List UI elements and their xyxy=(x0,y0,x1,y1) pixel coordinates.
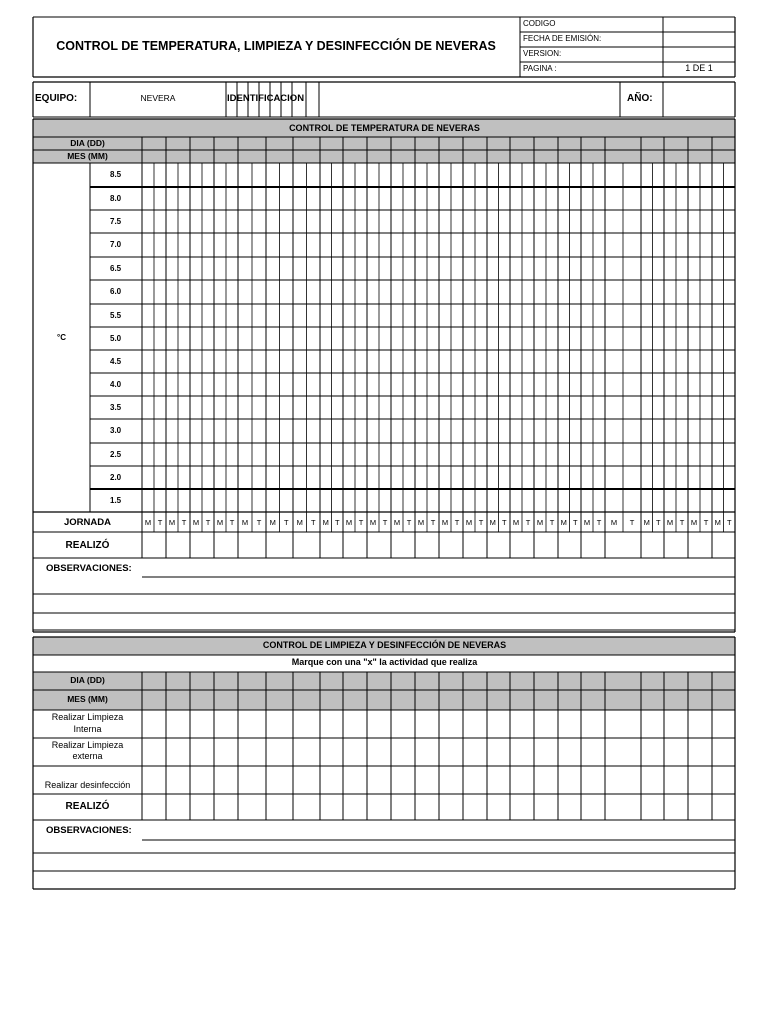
cleaning-instruction: Marque con una "x" la actividad que realiza xyxy=(291,657,478,667)
jornada-shift-mark: T xyxy=(679,518,685,527)
temp-level-label: 6.0 xyxy=(110,287,122,296)
clean-mes-label: MES (MM) xyxy=(67,694,108,704)
ano-label: AÑO: xyxy=(627,93,653,104)
jornada-shift-mark: T xyxy=(334,518,340,527)
activity-interna-line1: Realizar Limpieza xyxy=(51,712,124,722)
activity-desinfeccion-line1: Realizar desinfección xyxy=(44,780,131,790)
jornada-shift-mark: M xyxy=(489,518,496,527)
jornada-shift-mark: M xyxy=(269,518,276,527)
jornada-shift-mark: M xyxy=(465,518,473,527)
jornada-shift-mark: M xyxy=(666,518,674,527)
jornada-shift-mark: M xyxy=(192,518,200,527)
meta-pagina-value: 1 DE 1 xyxy=(685,63,713,73)
meta-codigo-label: CODIGO xyxy=(523,19,556,28)
jornada-shift-mark: M xyxy=(560,518,567,527)
jornada-shift-mark: M xyxy=(296,518,303,527)
jornada-shift-mark: T xyxy=(430,518,436,527)
temp-level-label: 8.0 xyxy=(110,193,122,203)
temp-level-label: 5.5 xyxy=(110,310,122,320)
jornada-shift-mark: M xyxy=(643,518,650,527)
temp-level-label: 4.5 xyxy=(110,356,122,366)
clean-observaciones-label: OBSERVACIONES: xyxy=(46,825,132,836)
meta-version-label: VERSION: xyxy=(523,49,562,58)
jornada-shift-mark: T xyxy=(229,518,235,527)
identificacion-label: IDENTIFICACION xyxy=(227,93,305,104)
temp-realizo-label: REALIZÓ xyxy=(65,540,110,551)
temp-mes-label: MES (MM) xyxy=(67,151,108,161)
jornada-shift-mark: T xyxy=(549,518,555,527)
activity-interna-line2: Interna xyxy=(73,724,102,734)
temp-level-label: 6.5 xyxy=(110,263,122,273)
jornada-shift-mark: T xyxy=(703,518,709,527)
jornada-shift-mark: T xyxy=(501,518,507,527)
temp-level-label: 3.5 xyxy=(110,402,122,412)
temp-level-label: 7.0 xyxy=(110,240,122,249)
temp-level-label: 1.5 xyxy=(110,495,122,505)
jornada-shift-mark: T xyxy=(454,518,460,527)
temp-dia-label: DIA (DD) xyxy=(70,138,105,148)
jornada-label: JORNADA xyxy=(64,517,111,528)
jornada-shift-mark: M xyxy=(241,518,249,527)
clean-realizo-label: REALIZÓ xyxy=(65,801,110,812)
temp-level-label: 2.5 xyxy=(110,449,122,459)
jornada-shift-mark: M xyxy=(441,518,449,527)
jornada-shift-mark: T xyxy=(406,518,412,527)
temp-level-label: 4.0 xyxy=(110,379,122,389)
jornada-shift-mark: M xyxy=(144,518,152,527)
jornada-shift-mark: M xyxy=(536,518,544,527)
activity-externa-line2: externa xyxy=(72,751,103,761)
temp-level-label: 8.5 xyxy=(110,170,122,179)
jornada-shift-mark: M xyxy=(216,518,224,527)
jornada-shift-mark: T xyxy=(283,518,289,527)
temperature-section-title: CONTROL DE TEMPERATURA DE NEVERAS xyxy=(289,123,480,133)
jornada-shift-mark: T xyxy=(157,518,163,527)
jornada-shift-mark: T xyxy=(596,518,602,527)
temp-level-label: 5.0 xyxy=(110,333,122,343)
jornada-shift-mark: T xyxy=(572,518,578,527)
meta-fecha-label: FECHA DE EMISIÓN: xyxy=(523,34,602,43)
equipo-value: NEVERA xyxy=(140,93,176,103)
jornada-shift-mark: M xyxy=(610,518,618,527)
meta-pagina-label: PAGINA : xyxy=(523,64,557,73)
jornada-shift-mark: T xyxy=(525,518,531,527)
temp-level-label: 7.5 xyxy=(110,216,122,226)
activity-externa-line1: Realizar Limpieza xyxy=(51,740,124,750)
jornada-shift-mark: M xyxy=(322,518,329,527)
temp-unit-label: °C xyxy=(57,333,66,342)
jornada-shift-mark: T xyxy=(382,518,388,527)
jornada-shift-mark: T xyxy=(181,518,187,527)
jornada-shift-mark: T xyxy=(629,518,635,527)
jornada-shift-mark: M xyxy=(714,518,721,527)
temp-level-label: 3.0 xyxy=(110,426,122,435)
jornada-shift-mark: T xyxy=(256,518,262,527)
jornada-shift-mark: M xyxy=(369,518,377,527)
jornada-shift-mark: T xyxy=(478,518,484,527)
jornada-shift-mark: M xyxy=(583,518,591,527)
equipo-label: EQUIPO: xyxy=(35,93,78,104)
clean-dia-label: DIA (DD) xyxy=(70,675,105,685)
temp-observaciones-label: OBSERVACIONES: xyxy=(46,563,132,574)
jornada-shift-mark: M xyxy=(345,518,353,527)
cleaning-section-title: CONTROL DE LIMPIEZA Y DESINFECCIÓN DE NEVERAS xyxy=(262,640,507,650)
form-title: CONTROL DE TEMPERATURA, LIMPIEZA Y DESINFECCIÓN DE NEVERAS xyxy=(56,39,496,53)
jornada-shift-mark: T xyxy=(726,518,732,527)
jornada-shift-mark: T xyxy=(205,518,211,527)
temp-level-label: 2.0 xyxy=(110,472,122,482)
jornada-shift-mark: M xyxy=(690,518,698,527)
jornada-shift-mark: T xyxy=(358,518,364,527)
jornada-shift-mark: M xyxy=(512,518,520,527)
jornada-shift-mark: T xyxy=(310,518,316,527)
jornada-shift-mark: T xyxy=(655,518,661,527)
jornada-shift-mark: M xyxy=(393,518,401,527)
jornada-shift-mark: M xyxy=(417,518,425,527)
jornada-shift-mark: M xyxy=(168,518,176,527)
